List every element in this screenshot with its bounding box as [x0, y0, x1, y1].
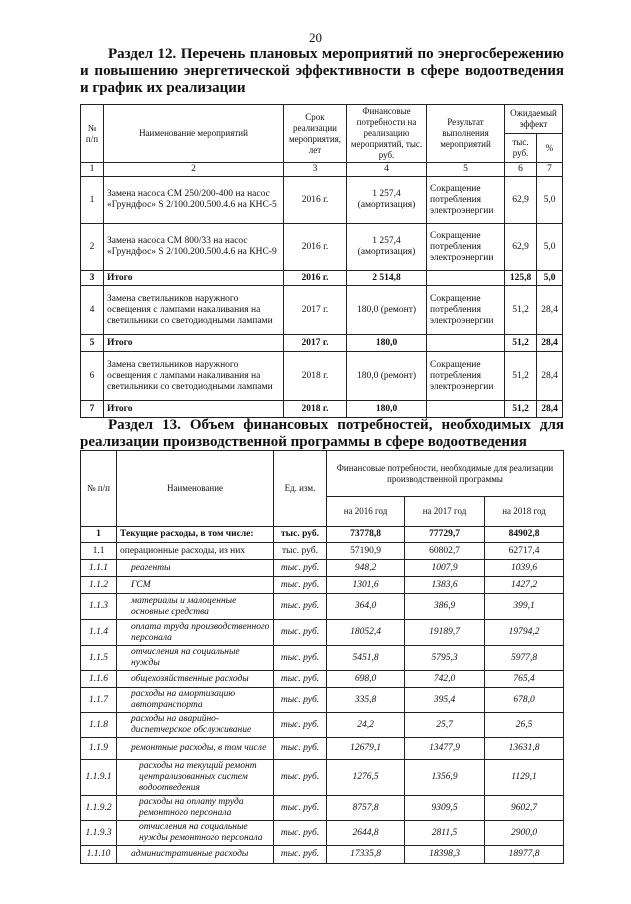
measure-finance: 2 514,8	[347, 271, 427, 286]
measure-finance: 180,0 (ремонт)	[347, 352, 427, 401]
table-row	[81, 224, 563, 271]
measure-result	[427, 335, 505, 352]
page-number: 20	[309, 30, 322, 45]
row-number: 4	[81, 286, 104, 335]
row-number: 1.1	[81, 543, 117, 560]
table-row	[81, 796, 564, 821]
table-row	[81, 620, 564, 646]
value-2018: 84902,8	[485, 527, 564, 543]
unit: тыс. руб.	[274, 738, 327, 760]
measure-result: Сокращение потребления электроэнергии	[427, 352, 505, 401]
effect-pct: 5,0	[537, 271, 563, 286]
column-number-row	[81, 163, 563, 177]
value-2018: 62717,4	[485, 543, 564, 560]
unit: тыс. руб.	[274, 671, 327, 688]
table-row	[81, 594, 564, 620]
expense-name: расходы на текущий ремонт централизованных систем водоотведения	[117, 760, 274, 796]
unit: тыс. руб.	[274, 846, 327, 864]
header-effect-pct: %	[537, 134, 563, 163]
value-2017: 395,4	[405, 688, 485, 713]
effect-pct: 28,4	[537, 401, 563, 418]
value-2017: 5795,3	[405, 646, 485, 671]
table-row	[81, 352, 563, 401]
value-2016: 57190,9	[327, 543, 405, 560]
expense-name: общехозяйственные расходы	[117, 671, 274, 688]
expense-name: материалы и малоценные основные средства	[117, 594, 274, 620]
measure-term: 2016 г.	[284, 224, 347, 271]
expense-name: ГСМ	[117, 577, 274, 594]
section-13-title: Раздел 13. Объем финансовых потребностей, необходимых для реализации производственной программы в сфере водоотведения	[80, 417, 564, 450]
table-header-row	[81, 105, 563, 134]
table-row	[81, 577, 564, 594]
expense-name: Текущие расходы, в том числе:	[117, 527, 274, 543]
value-2018: 1427,2	[485, 577, 564, 594]
measure-finance: 180,0	[347, 335, 427, 352]
section-12-body	[81, 105, 563, 418]
measure-result: Сокращение потребления электроэнергии	[427, 177, 505, 224]
expense-name: реагенты	[117, 560, 274, 577]
table-row	[81, 713, 564, 738]
row-number: 3	[81, 271, 104, 286]
value-2018: 13631,8	[485, 738, 564, 760]
table-row	[81, 738, 564, 760]
value-2018: 678,0	[485, 688, 564, 713]
table-row	[81, 646, 564, 671]
row-number: 1.1.10	[81, 846, 117, 864]
row-number: 1.1.9	[81, 738, 117, 760]
unit: тыс. руб.	[274, 543, 327, 560]
unit: тыс. руб.	[274, 646, 327, 671]
table-row	[81, 177, 563, 224]
header-finance: Финансовые потребности на реализацию мероприятий, тыс. руб.	[347, 105, 427, 163]
value-2017: 25,7	[405, 713, 485, 738]
header-finance: Финансовые потребности, необходимые для реализации производственной программы	[327, 451, 564, 497]
value-2016: 73778,8	[327, 527, 405, 543]
expense-name: административные расходы	[117, 846, 274, 864]
value-2017: 1356,9	[405, 760, 485, 796]
value-2016: 24,2	[327, 713, 405, 738]
header-effect: Ожидаемый эффект	[505, 105, 563, 134]
unit: тыс. руб.	[274, 821, 327, 846]
header-effect-rub: тыс. руб.	[505, 134, 537, 163]
effect-rub: 51,2	[505, 401, 537, 418]
unit: тыс. руб.	[274, 577, 327, 594]
unit: тыс. руб.	[274, 760, 327, 796]
value-2016: 17335,8	[327, 846, 405, 864]
column-number: 7	[537, 163, 563, 177]
header-unit: Ед. изм.	[274, 451, 327, 527]
table-header-row	[81, 451, 564, 497]
measure-name: Замена насоса СМ 800/33 на насос «Грундфос» S 2/100.200.500.4.6 на КНС-9	[104, 224, 284, 271]
effect-pct: 28,4	[537, 335, 563, 352]
row-number: 1	[81, 177, 104, 224]
table-row	[81, 286, 563, 335]
column-number: 2	[104, 163, 284, 177]
measure-name: Итого	[104, 271, 284, 286]
measure-term: 2016 г.	[284, 177, 347, 224]
value-2018: 2900,0	[485, 821, 564, 846]
value-2018: 1129,1	[485, 760, 564, 796]
row-number: 1.1.3	[81, 594, 117, 620]
expense-name: отчисления на социальные нужды ремонтного персонала	[117, 821, 274, 846]
section-13-table	[80, 450, 564, 864]
value-2017: 742,0	[405, 671, 485, 688]
row-number: 1.1.7	[81, 688, 117, 713]
value-2016: 8757,8	[327, 796, 405, 821]
row-number: 1.1.1	[81, 560, 117, 577]
unit: тыс. руб.	[274, 560, 327, 577]
row-number: 2	[81, 224, 104, 271]
unit: тыс. руб.	[274, 594, 327, 620]
value-2018: 18977,8	[485, 846, 564, 864]
effect-pct: 28,4	[537, 352, 563, 401]
measure-term: 2018 г.	[284, 401, 347, 418]
effect-rub: 62,9	[505, 177, 537, 224]
unit: тыс. руб.	[274, 688, 327, 713]
column-number: 5	[427, 163, 505, 177]
row-number: 1.1.4	[81, 620, 117, 646]
total-row	[81, 335, 563, 352]
row-number: 1.1.6	[81, 671, 117, 688]
value-2016: 5451,8	[327, 646, 405, 671]
measure-result: Сокращение потребления электроэнергии	[427, 286, 505, 335]
measure-term: 2018 г.	[284, 352, 347, 401]
table-row	[81, 671, 564, 688]
value-2016: 364,0	[327, 594, 405, 620]
section-12-table	[80, 104, 563, 418]
value-2017: 1007,9	[405, 560, 485, 577]
value-2018: 9602,7	[485, 796, 564, 821]
value-2018: 1039,6	[485, 560, 564, 577]
value-2018: 26,5	[485, 713, 564, 738]
measure-result	[427, 271, 505, 286]
expense-name: расходы на аварийно-диспетчерское обслуживание	[117, 713, 274, 738]
effect-pct: 5,0	[537, 177, 563, 224]
header-num: № п/п	[81, 105, 104, 163]
row-number: 1.1.9.2	[81, 796, 117, 821]
header-year-2018: на 2018 год	[485, 497, 564, 527]
measure-name: Замена светильников наружного освещения с лампами накаливания на светильники со светодиодными лампами	[104, 352, 284, 401]
column-number: 1	[81, 163, 104, 177]
total-row	[81, 271, 563, 286]
header-year-2016: на 2016 год	[327, 497, 405, 527]
header-name: Наименование	[117, 451, 274, 527]
measure-finance: 180,0	[347, 401, 427, 418]
unit: тыс. руб.	[274, 527, 327, 543]
row-number: 1.1.9.3	[81, 821, 117, 846]
expense-name: операционные расходы, из них	[117, 543, 274, 560]
effect-rub: 62,9	[505, 224, 537, 271]
value-2018: 399,1	[485, 594, 564, 620]
value-2017: 2811,5	[405, 821, 485, 846]
value-2016: 698,0	[327, 671, 405, 688]
header-term: Срок реализации мероприятия, лет	[284, 105, 347, 163]
effect-pct: 28,4	[537, 286, 563, 335]
header-name: Наименование мероприятий	[104, 105, 284, 163]
row-number: 1.1.2	[81, 577, 117, 594]
row-number: 7	[81, 401, 104, 418]
measure-term: 2017 г.	[284, 286, 347, 335]
row-number: 1.1.9.1	[81, 760, 117, 796]
value-2016: 18052,4	[327, 620, 405, 646]
expense-name: оплата труда производственного персонала	[117, 620, 274, 646]
unit: тыс. руб.	[274, 620, 327, 646]
value-2018: 765,4	[485, 671, 564, 688]
value-2016: 1276,5	[327, 760, 405, 796]
table-row	[81, 543, 564, 560]
row-number: 5	[81, 335, 104, 352]
measure-name: Замена насоса СМ 250/200-400 на насос «Грундфос» S 2/100.200.500.4.6 на КНС-5	[104, 177, 284, 224]
section-12-title: Раздел 12. Перечень плановых мероприятий по энергосбережению и повышению энергетической эффективности в сфере водоотведения и график их реализации	[80, 46, 564, 96]
value-2017: 60802,7	[405, 543, 485, 560]
table-row	[81, 527, 564, 543]
measure-term: 2016 г.	[284, 271, 347, 286]
header-num: № п/п	[81, 451, 117, 527]
table-row	[81, 760, 564, 796]
table-row	[81, 821, 564, 846]
column-number: 6	[505, 163, 537, 177]
measure-result: Сокращение потребления электроэнергии	[427, 224, 505, 271]
column-number: 3	[284, 163, 347, 177]
value-2018: 5977,8	[485, 646, 564, 671]
row-number: 1.1.5	[81, 646, 117, 671]
header-result: Результат выполнения мероприятий	[427, 105, 505, 163]
value-2017: 18398,3	[405, 846, 485, 864]
section-13-body	[81, 451, 564, 864]
effect-rub: 51,2	[505, 335, 537, 352]
expense-name: расходы на амортизацию автотранспорта	[117, 688, 274, 713]
value-2017: 19189,7	[405, 620, 485, 646]
measure-name: Итого	[104, 335, 284, 352]
table-row	[81, 560, 564, 577]
effect-rub: 51,2	[505, 286, 537, 335]
total-row	[81, 401, 563, 418]
table-row	[81, 846, 564, 864]
value-2018: 19794,2	[485, 620, 564, 646]
measure-result	[427, 401, 505, 418]
expense-name: расходы на оплату труда ремонтного персонала	[117, 796, 274, 821]
column-number: 4	[347, 163, 427, 177]
measure-finance: 1 257,4 (амортизация)	[347, 177, 427, 224]
effect-pct: 5,0	[537, 224, 563, 271]
value-2017: 1383,6	[405, 577, 485, 594]
row-number: 6	[81, 352, 104, 401]
effect-rub: 51,2	[505, 352, 537, 401]
value-2017: 386,9	[405, 594, 485, 620]
expense-name: отчисления на социальные нужды	[117, 646, 274, 671]
measure-name: Замена светильников наружного освещения с лампами накаливания на светильники со светодиодными лампами	[104, 286, 284, 335]
row-number: 1	[81, 527, 117, 543]
unit: тыс. руб.	[274, 796, 327, 821]
header-year-2017: на 2017 год	[405, 497, 485, 527]
effect-rub: 125,8	[505, 271, 537, 286]
expense-name: ремонтные расходы, в том числе	[117, 738, 274, 760]
value-2016: 12679,1	[327, 738, 405, 760]
value-2016: 2644,8	[327, 821, 405, 846]
value-2017: 9309,5	[405, 796, 485, 821]
row-number: 1.1.8	[81, 713, 117, 738]
value-2017: 13477,9	[405, 738, 485, 760]
measure-term: 2017 г.	[284, 335, 347, 352]
value-2016: 335,8	[327, 688, 405, 713]
value-2016: 948,2	[327, 560, 405, 577]
measure-name: Итого	[104, 401, 284, 418]
measure-finance: 1 257,4 (амортизация)	[347, 224, 427, 271]
value-2016: 1301,6	[327, 577, 405, 594]
measure-finance: 180,0 (ремонт)	[347, 286, 427, 335]
unit: тыс. руб.	[274, 713, 327, 738]
value-2017: 77729,7	[405, 527, 485, 543]
table-row	[81, 688, 564, 713]
